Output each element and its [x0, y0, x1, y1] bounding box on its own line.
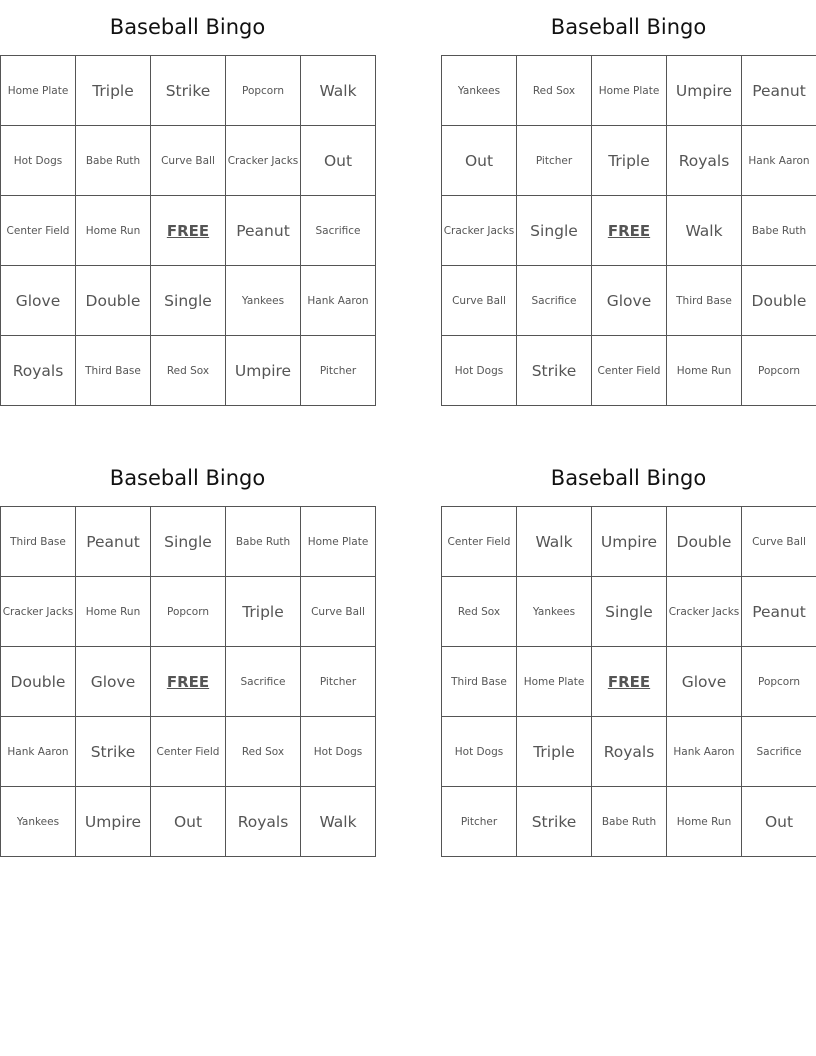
- grid-row: [442, 787, 816, 857]
- bingo-cell: Pitcher: [517, 126, 592, 196]
- bingo-cell: Hank Aaron: [301, 266, 376, 336]
- grid-row: [442, 647, 816, 717]
- bingo-cell: Red Sox: [517, 56, 592, 126]
- free-space: FREE: [151, 647, 226, 717]
- bingo-cell: Home Plate: [1, 56, 76, 126]
- grid-row: [1, 507, 376, 577]
- bingo-cell: Royals: [667, 126, 742, 196]
- bingo-cell: Babe Ruth: [226, 507, 301, 577]
- bingo-cell: Walk: [667, 196, 742, 266]
- bingo-cell: Cracker Jacks: [667, 577, 742, 647]
- bingo-cell: Sacrifice: [742, 717, 816, 787]
- bingo-cell: Home Plate: [301, 507, 376, 577]
- bingo-cell: Pitcher: [301, 647, 376, 717]
- bingo-cell: Cracker Jacks: [226, 126, 301, 196]
- bingo-cell: Strike: [76, 717, 151, 787]
- bingo-cell: Center Field: [1, 196, 76, 266]
- grid-row: [442, 336, 816, 406]
- bingo-cell: Strike: [517, 336, 592, 406]
- grid-row: [1, 126, 376, 196]
- free-space: FREE: [151, 196, 226, 266]
- grid-row: [1, 717, 376, 787]
- grid-row: [1, 196, 376, 266]
- grid-row: [442, 126, 816, 196]
- bingo-cell: Triple: [76, 56, 151, 126]
- free-space: FREE: [592, 196, 667, 266]
- bingo-cell: Hot Dogs: [442, 336, 517, 406]
- bingo-cell: Single: [151, 266, 226, 336]
- bingo-cell: Red Sox: [151, 336, 226, 406]
- bingo-cell: Center Field: [151, 717, 226, 787]
- bingo-cell: Popcorn: [226, 56, 301, 126]
- bingo-cell: Third Base: [667, 266, 742, 336]
- bingo-cell: Peanut: [742, 577, 816, 647]
- bingo-cell: Glove: [76, 647, 151, 717]
- bingo-cell: Cracker Jacks: [442, 196, 517, 266]
- bingo-cell: Yankees: [517, 577, 592, 647]
- bingo-cell: Single: [151, 507, 226, 577]
- bingo-cell: Strike: [151, 56, 226, 126]
- grid-row: [442, 507, 816, 577]
- grid-row: [442, 266, 816, 336]
- bingo-grid: [0, 55, 376, 406]
- bingo-cell: Home Plate: [517, 647, 592, 717]
- bingo-cell: Home Run: [667, 336, 742, 406]
- bingo-cell: Yankees: [1, 787, 76, 857]
- bingo-cell: Umpire: [592, 507, 667, 577]
- bingo-cell: Single: [517, 196, 592, 266]
- grid-row: [442, 717, 816, 787]
- bingo-cell: Hank Aaron: [742, 126, 816, 196]
- bingo-cell: Center Field: [592, 336, 667, 406]
- bingo-cell: Hank Aaron: [667, 717, 742, 787]
- bingo-cell: Curve Ball: [442, 266, 517, 336]
- bingo-cell: Pitcher: [442, 787, 517, 857]
- grid-row: [1, 56, 376, 126]
- bingo-cell: Peanut: [742, 56, 816, 126]
- bingo-cell: Curve Ball: [151, 126, 226, 196]
- bingo-cell: Umpire: [226, 336, 301, 406]
- bingo-cell: Royals: [226, 787, 301, 857]
- bingo-cell: Hot Dogs: [442, 717, 517, 787]
- bingo-cell: Royals: [592, 717, 667, 787]
- bingo-cell: Out: [151, 787, 226, 857]
- bingo-cell: Glove: [1, 266, 76, 336]
- bingo-cell: Home Run: [76, 577, 151, 647]
- bingo-cell: Red Sox: [442, 577, 517, 647]
- bingo-cell: Out: [301, 126, 376, 196]
- bingo-cell: Popcorn: [151, 577, 226, 647]
- bingo-cell: Babe Ruth: [742, 196, 816, 266]
- bingo-cell: Umpire: [667, 56, 742, 126]
- bingo-cell: Yankees: [226, 266, 301, 336]
- bingo-cell: Yankees: [442, 56, 517, 126]
- bingo-cell: Out: [742, 787, 816, 857]
- bingo-cell: Sacrifice: [517, 266, 592, 336]
- free-space: FREE: [592, 647, 667, 717]
- bingo-cell: Center Field: [442, 507, 517, 577]
- bingo-cell: Hank Aaron: [1, 717, 76, 787]
- card-title: Baseball Bingo: [550, 466, 707, 490]
- bingo-grid: [441, 506, 816, 857]
- bingo-cell: Triple: [517, 717, 592, 787]
- grid-row: [442, 577, 816, 647]
- bingo-cell: Sacrifice: [226, 647, 301, 717]
- bingo-cell: Babe Ruth: [76, 126, 151, 196]
- bingo-cell: Popcorn: [742, 336, 816, 406]
- bingo-cell: Double: [1, 647, 76, 717]
- grid-row: [442, 196, 816, 266]
- bingo-cell: Curve Ball: [742, 507, 816, 577]
- bingo-cell: Single: [592, 577, 667, 647]
- grid-row: [1, 647, 376, 717]
- bingo-cell: Hot Dogs: [1, 126, 76, 196]
- bingo-cell: Strike: [517, 787, 592, 857]
- bingo-cell: Out: [442, 126, 517, 196]
- grid-row: [1, 336, 376, 406]
- grid-row: [1, 577, 376, 647]
- card-title: Baseball Bingo: [550, 15, 707, 39]
- bingo-cell: Home Run: [76, 196, 151, 266]
- bingo-cell: Walk: [517, 507, 592, 577]
- bingo-cell: Home Run: [667, 787, 742, 857]
- bingo-cell: Peanut: [76, 507, 151, 577]
- bingo-cell: Triple: [226, 577, 301, 647]
- bingo-cell: Walk: [301, 56, 376, 126]
- grid-row: [1, 787, 376, 857]
- bingo-cell: Babe Ruth: [592, 787, 667, 857]
- bingo-cell: Double: [742, 266, 816, 336]
- card-title: Baseball Bingo: [109, 15, 266, 39]
- bingo-cell: Royals: [1, 336, 76, 406]
- bingo-cell: Home Plate: [592, 56, 667, 126]
- grid-row: [442, 56, 816, 126]
- bingo-cell: Red Sox: [226, 717, 301, 787]
- bingo-cell: Third Base: [76, 336, 151, 406]
- bingo-cell: Double: [76, 266, 151, 336]
- bingo-grid: [441, 55, 816, 406]
- card-title: Baseball Bingo: [109, 466, 266, 490]
- bingo-cell: Sacrifice: [301, 196, 376, 266]
- bingo-cell: Popcorn: [742, 647, 816, 717]
- bingo-cell: Pitcher: [301, 336, 376, 406]
- bingo-cell: Glove: [667, 647, 742, 717]
- grid-row: [1, 266, 376, 336]
- bingo-cell: Third Base: [1, 507, 76, 577]
- bingo-cell: Triple: [592, 126, 667, 196]
- bingo-grid: [0, 506, 376, 857]
- bingo-cell: Cracker Jacks: [1, 577, 76, 647]
- bingo-cell: Walk: [301, 787, 376, 857]
- bingo-cell: Third Base: [442, 647, 517, 717]
- bingo-cell: Double: [667, 507, 742, 577]
- bingo-cell: Umpire: [76, 787, 151, 857]
- bingo-cell: Hot Dogs: [301, 717, 376, 787]
- bingo-cell: Glove: [592, 266, 667, 336]
- bingo-cell: Curve Ball: [301, 577, 376, 647]
- bingo-cell: Peanut: [226, 196, 301, 266]
